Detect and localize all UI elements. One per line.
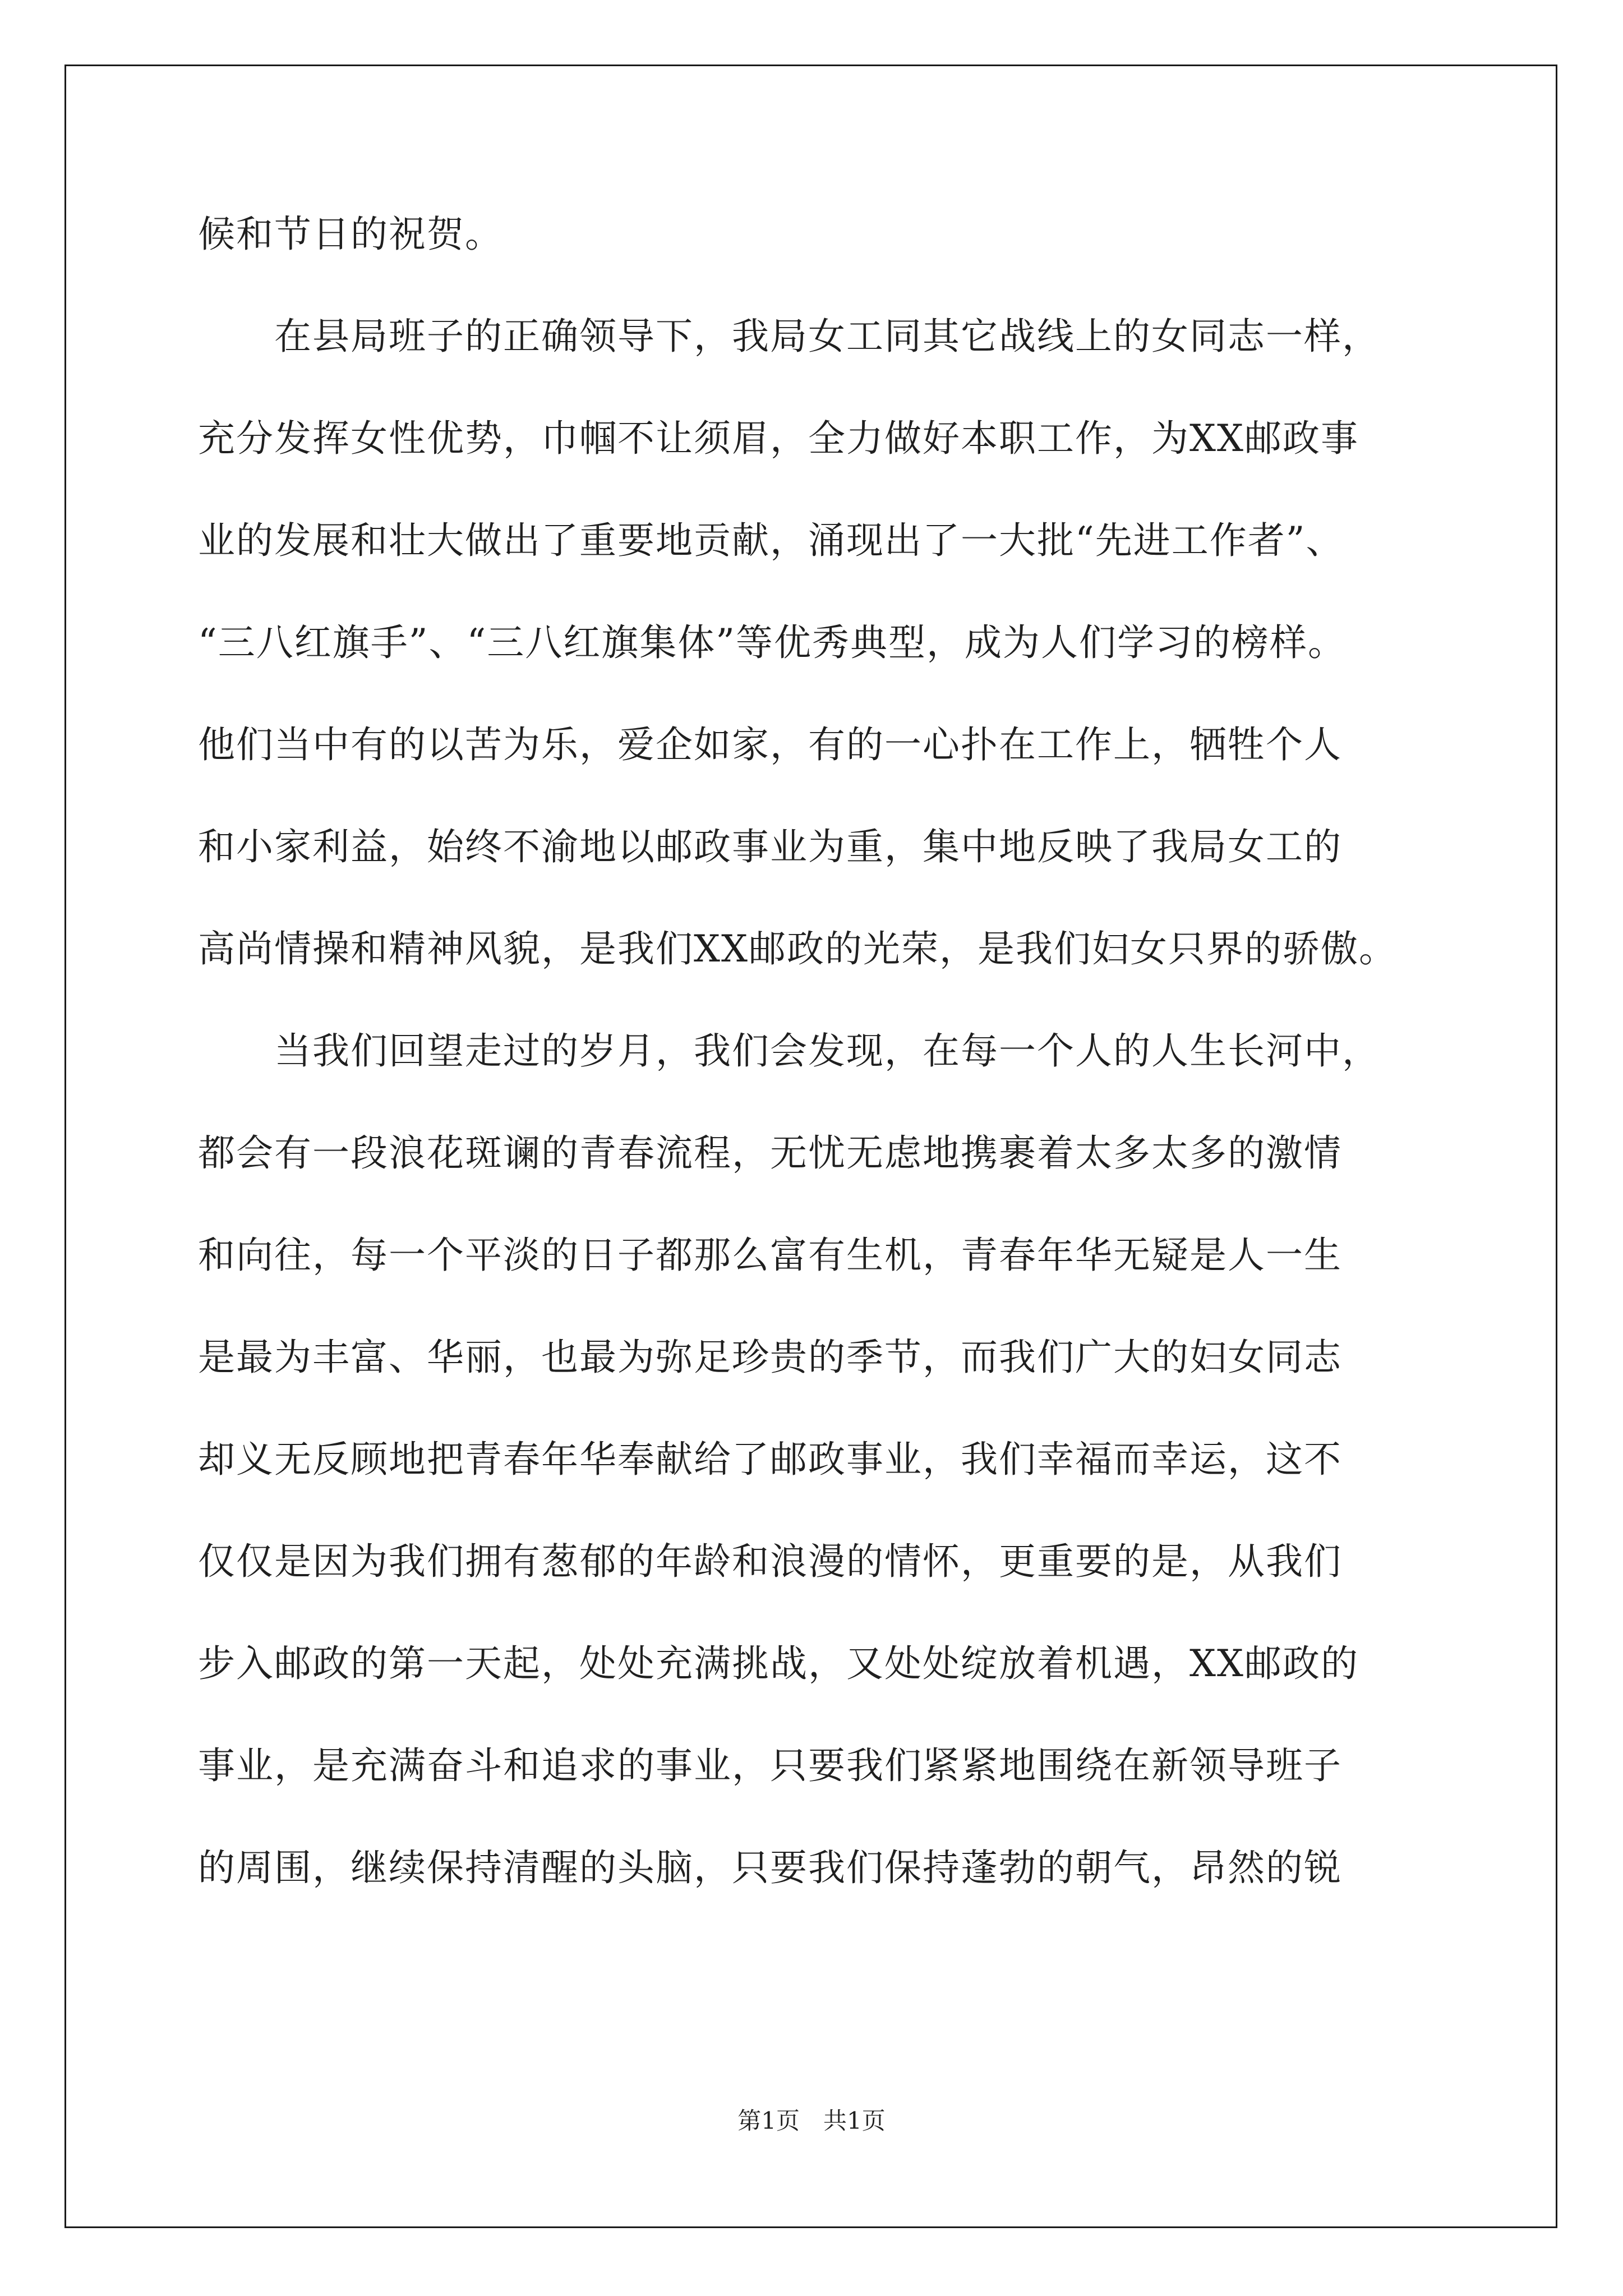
text-line: 却义无反顾地把青春年华奉献给了邮政事业，我们幸福而幸运，这不	[198, 1438, 1342, 1481]
text-line: 都会有一段浪花斑谰的青春流程，无忧无虑地携裹着太多太多的激情	[198, 1131, 1342, 1175]
text-line: 当我们回望走过的岁月，我们会发现，在每一个人的人生长河中，	[198, 1029, 1380, 1073]
text-line: 业的发展和壮大做出了重要地贡献，涌现出了一大批“先进工作者”、	[198, 519, 1344, 562]
text-line: 事业，是充满奋斗和追求的事业，只要我们紧紧地围绕在新领导班子	[198, 1744, 1342, 1787]
text-line: 步入邮政的第一天起，处处充满挑战，又处处绽放着机遇，XX邮政的	[198, 1642, 1359, 1685]
text-line: 的周围，继续保持清醒的头脑，只要我们保持蓬勃的朝气，昂然的锐	[198, 1846, 1342, 1889]
text-line: 和小家利益，始终不渝地以邮政事业为重，集中地反映了我局女工的	[198, 825, 1342, 868]
text-line: “三八红旗手”、“三八红旗集体”等优秀典型，成为人们学习的榜样。	[198, 621, 1346, 664]
text-line: 在县局班子的正确领导下，我局女工同其它战线上的女同志一样，	[198, 315, 1380, 358]
text-line: 是最为丰富、华丽，也最为弥足珍贵的季节，而我们广大的妇女同志	[198, 1336, 1342, 1379]
text-line: 充分发挥女性优势，巾帼不让须眉，全力做好本职工作，为XX邮政事	[198, 417, 1359, 460]
page-number-footer: 第1页 共1页	[737, 2107, 886, 2134]
text-line: 和向往，每一个平淡的日子都那么富有生机，青春年华无疑是人一生	[198, 1234, 1342, 1277]
text-line: 仅仅是因为我们拥有葱郁的年龄和浪漫的情怀，更重要的是，从我们	[198, 1540, 1342, 1583]
text-line: 候和节日的祝贺。	[198, 213, 503, 256]
text-line: 高尚情操和精神风貌，是我们XX邮政的光荣，是我们妇女只界的骄傲。	[198, 927, 1397, 970]
text-line: 他们当中有的以苦为乐，爱企如家，有的一心扑在工作上，牺牲个人	[198, 723, 1342, 766]
